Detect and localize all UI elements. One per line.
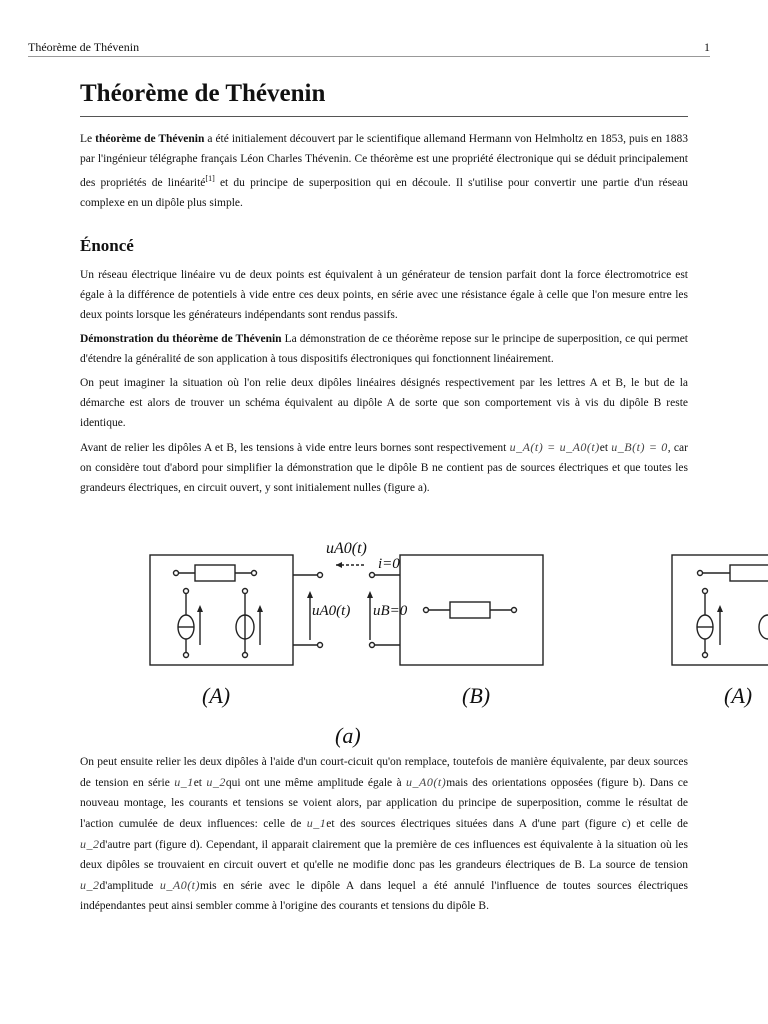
running-header	[28, 40, 710, 57]
reference-link[interactable]: [1]	[205, 174, 215, 183]
p5-text-f: d'autre part (figure d). Cependant, il apparait clairement que la première de ces influences est équivalente à la situation où les deux dipôles se trouvaient en circuit ouvert et qu'elle ne modifie donc pas les grandeurs électriques de B. La source de tension	[80, 839, 688, 871]
article-content-continued	[80, 752, 688, 920]
p5-text-h: mis en série avec le dipôle A dans lequel a été annulé l'influence de toutes sources électriques indépendantes peut ainsi sembler comme à l'origine des courants et tensions du dipôle B.	[80, 880, 688, 912]
enonce-paragraph-4	[80, 437, 688, 498]
dipole-b-box	[400, 555, 543, 665]
intro-text-b: et du principe de superposition qui en découle. Il s'utilise pour convertir une partie d'un réseau complexe en un dipôle plus simple.	[80, 176, 689, 209]
math-u1-second: u_1	[306, 816, 327, 830]
p4-text-b: et	[599, 441, 612, 454]
figure-a	[0, 535, 768, 760]
math-u2: u_2	[206, 775, 226, 789]
label-dipole-a-2: (A)	[724, 683, 753, 708]
label-i-zero: i=0	[378, 556, 400, 572]
page-title: Théorème de Thévenin	[80, 78, 688, 117]
p5-text-a: On peut ensuite relier les deux dipôles à l'aide d'un court-cicuit qu'on remplace, toutefois de manière équivalente, par deux sources de tension en série	[80, 756, 688, 789]
p5-text-b: et	[193, 777, 207, 789]
intro-text-a: a été initialement découvert par le scientifique allemand Hermann von Helmholtz en 1853, puis en 1883 par l'ingénieur télégraphe français Léon Charles Thévenin. Ce théorème est une propriété électronique qui se déduit principalement des propriétés de linéarité	[80, 133, 689, 189]
intro-bold-term: théorème de Thévenin	[95, 133, 205, 145]
p4-text-c: , car on considère tout d'abord pour simplifier la démonstration que le dipôle B ne contient pas de sources électriques et que toutes les grandeurs électriques, en circuit ouvert, y sont initialement nulles (figure a).	[80, 441, 688, 494]
math-uA-equals-uA0: u_A(t) = u_A0(t)	[509, 439, 600, 454]
demonstration-paragraph	[80, 329, 688, 369]
dipole-a-box	[150, 555, 293, 665]
p5-text-g: d'amplitude	[99, 880, 160, 892]
p5-text-c: qui ont une même amplitude égale à	[225, 777, 407, 789]
label-uA0-side: uA0(t)	[312, 603, 351, 619]
demonstration-bold-title: Démonstration du théorème de Thévenin	[80, 332, 282, 345]
running-header-title: Théorème de Thévenin	[28, 40, 140, 54]
enonce-paragraph-5	[80, 752, 688, 916]
p4-text-a: Avant de relier les dipôles A et B, les tensions à vide entre leurs bornes sont respectivement	[80, 441, 510, 454]
enonce-paragraph-1: Un réseau électrique linéaire vu de deux points est équivalent à un générateur de tension parfait dont la force électromotrice est égale à la différence de potentiels à vide entre ces deux points, en série avec une résistance égale à celle que l'on mesure entre les deux points lorsque les générateurs indépendants sont rendus passifs.	[80, 268, 688, 321]
p5-text-e: et des sources électriques situées dans A d'une part (figure c) et celle de	[326, 818, 688, 830]
circuit-diagram	[0, 535, 768, 760]
resistor-a	[195, 565, 235, 581]
math-uA0: u_A0(t)	[406, 775, 447, 789]
label-uB-zero: uB=0	[373, 603, 408, 619]
math-uA0-second: u_A0(t)	[159, 878, 201, 892]
label-figure-a: (a)	[335, 723, 361, 748]
demonstration-text: La démonstration de ce théorème repose sur le principe de superposition, ce qui permet d'étendre la généralité de son application à tous dispositifs électroniques qui fonctionnent linéairement.	[80, 332, 688, 365]
label-uA0-top: uA0(t)	[326, 540, 367, 557]
p5-text-d: mais des orientations opposées (figure b). Dans ce nouveau montage, les courants et tensions se voient alors, par application du principe de superposition, comme le résultat de l'action cumulée de deux influences: celle de	[80, 777, 688, 830]
label-dipole-a: (A)	[202, 683, 231, 708]
enonce-paragraph-3: On peut imaginer la situation où l'on relie deux dipôles linéaires désignés respectivement par les lettres A et B, le but de la démarche est alors de trouver un schéma équivalent au dipôle A de sorte que son comportement vis à vis du dipôle B reste identique.	[80, 376, 688, 429]
page-number: 1	[704, 40, 710, 54]
math-u1: u_1	[174, 775, 194, 789]
resistor-b	[450, 602, 490, 618]
math-u2-third: u_2	[80, 878, 100, 892]
intro-lead: Le	[80, 133, 96, 145]
label-dipole-b: (B)	[462, 683, 491, 708]
section-heading-enonce: Énoncé	[80, 235, 134, 255]
article-content	[80, 78, 688, 502]
math-u2-second: u_2	[80, 837, 100, 851]
intro-paragraph	[80, 129, 688, 213]
math-uB-equals-zero: u_B(t) = 0	[611, 439, 668, 454]
